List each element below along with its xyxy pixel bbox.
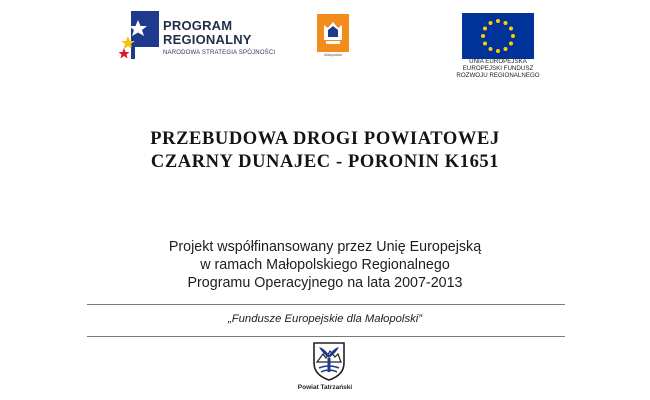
divider-bottom — [87, 336, 565, 337]
divider-top — [87, 304, 565, 305]
slogan: „Fundusze Europejskie dla Małopolski” — [227, 313, 423, 325]
program-title-line1: PROGRAM — [163, 18, 233, 33]
project-line1: Projekt współfinansowany przez Unię Europejską — [168, 239, 482, 255]
project-line3: Programu Operacyjnego na lata 2007-2013 — [187, 275, 463, 291]
program-subtitle: NARODOWA STRATEGIA SPÓJNOŚCI — [163, 50, 276, 56]
malopolska-logo — [317, 14, 349, 57]
program-title-line2: REGIONALNY — [163, 32, 252, 47]
eu-logo — [443, 13, 553, 83]
title-line1: PRZEBUDOWA DROGI POWIATOWEJ — [150, 129, 500, 149]
malopolska-caption: Małopolska — [324, 53, 342, 57]
project-line2: w ramach Małopolskiego Regionalnego — [200, 257, 450, 273]
program-regionalny-logo — [118, 8, 288, 68]
project-description — [0, 238, 650, 292]
eu-caption — [443, 58, 553, 80]
logo-header — [0, 0, 650, 90]
coat-of-arms — [311, 341, 347, 381]
title-line2: CZARNY DUNAJEC - PORONIN K1651 — [150, 152, 500, 172]
eu-caption-line2: EUROPEJSKI FUNDUSZ — [462, 65, 534, 73]
eu-caption-line1: UNIA EUROPEJSKA — [469, 58, 527, 65]
malopolska-emblem-icon — [317, 14, 349, 52]
eu-caption-line3: ROZWOJU REGIONALNEGO — [456, 72, 540, 80]
coat-of-arms-icon — [311, 341, 347, 381]
page-title — [0, 128, 650, 174]
program-star-icon — [118, 8, 162, 62]
eu-flag-icon — [462, 13, 534, 59]
coat-of-arms-caption: Powiat Tatrzański — [297, 384, 353, 391]
